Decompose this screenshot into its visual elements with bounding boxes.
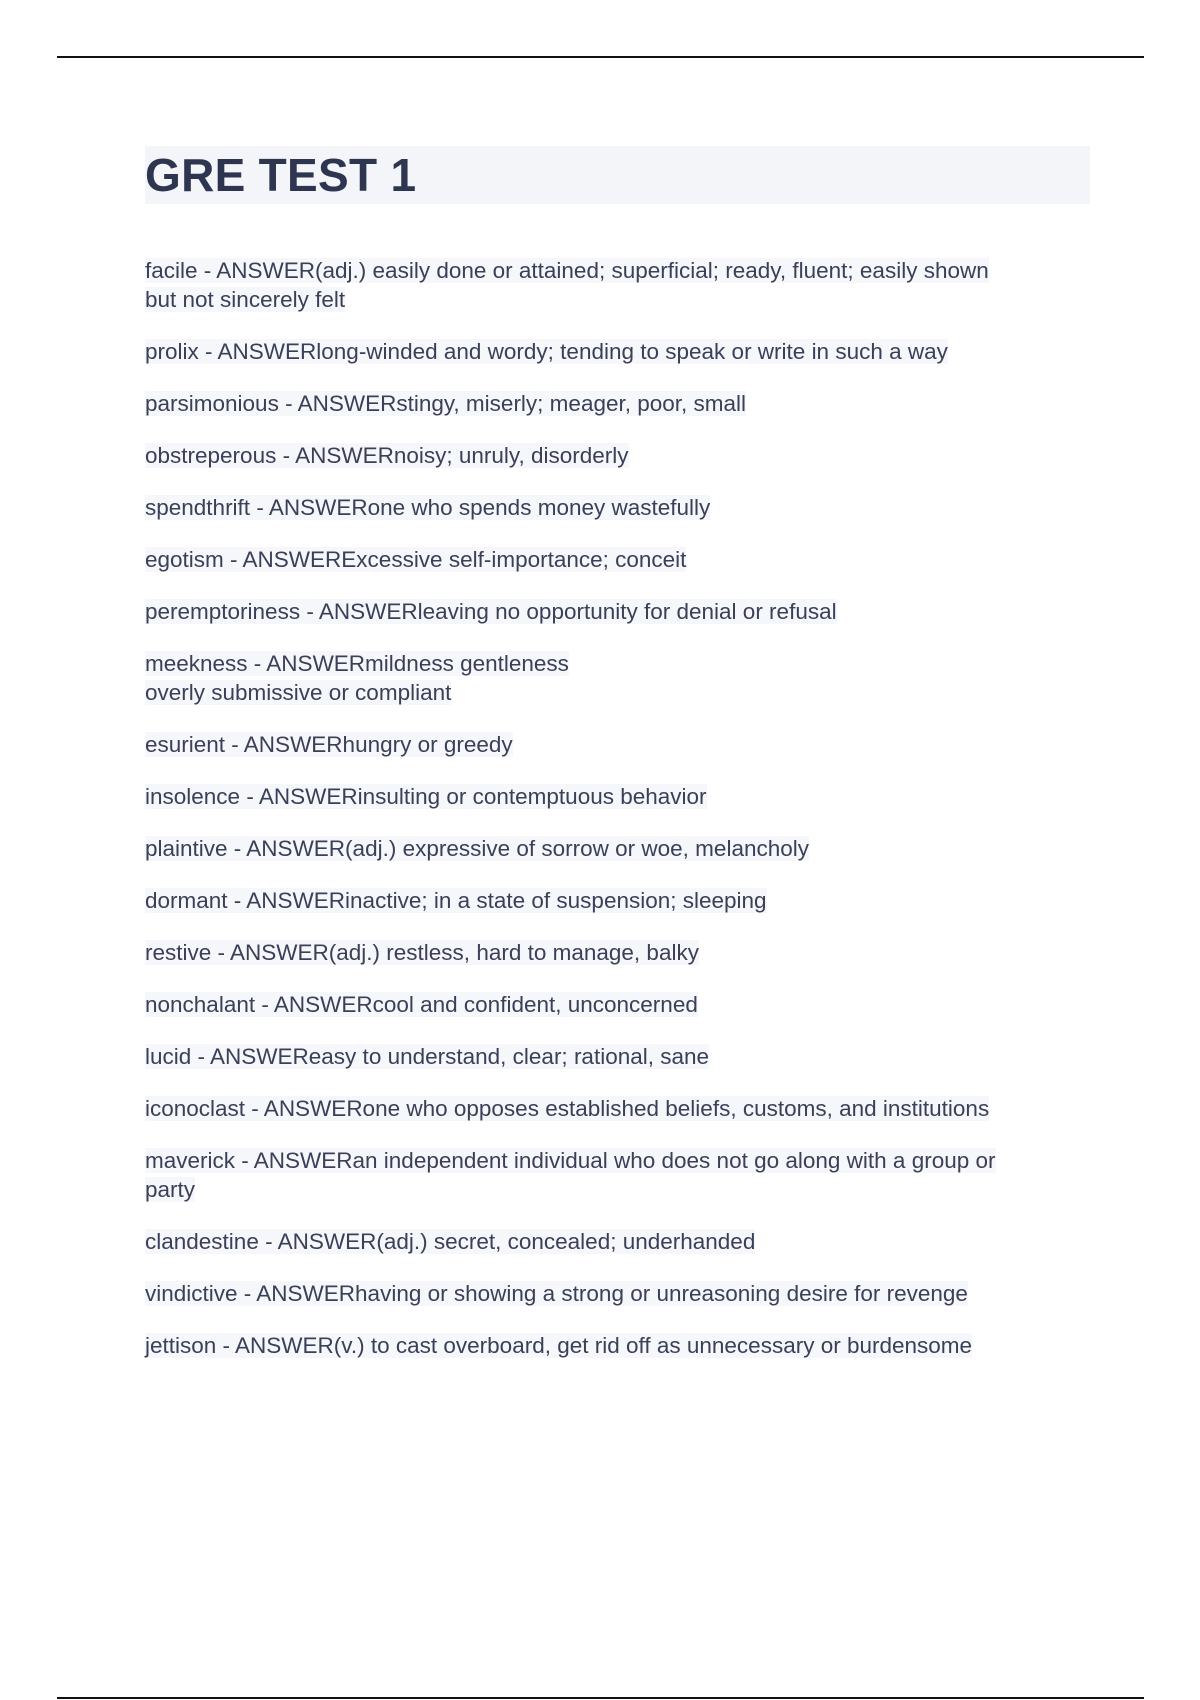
vocab-entry-prolix [145, 337, 1090, 366]
entry-text: prolix - ANSWERlong-winded and wordy; tending to speak or write in such a way [145, 339, 948, 364]
entry-text: jettison - ANSWER(v.) to cast overboard, get rid off as unnecessary or burdensome [145, 1333, 973, 1358]
bottom-divider [57, 1697, 1144, 1699]
vocab-entry-obstreperous [145, 441, 1090, 470]
vocab-entry-parsimonious [145, 389, 1090, 418]
entry-text: dormant - ANSWERinactive; in a state of suspension; sleeping [145, 888, 767, 913]
page-title: GRE TEST 1 [145, 149, 417, 201]
vocab-entry-lucid [145, 1042, 1090, 1071]
entry-text: esurient - ANSWERhungry or greedy [145, 732, 513, 757]
entry-text: obstreperous - ANSWERnoisy; unruly, disorderly [145, 443, 629, 468]
entry-text: peremptoriness - ANSWERleaving no opportunity for denial or refusal [145, 599, 837, 624]
entry-text: spendthrift - ANSWERone who spends money wastefully [145, 495, 711, 520]
vocab-entry-plaintive [145, 834, 1090, 863]
vocab-entry-esurient [145, 730, 1090, 759]
entry-text: facile - ANSWER(adj.) easily done or attained; superficial; ready, fluent; easily shown but not sincerely felt [145, 258, 989, 312]
entry-text: plaintive - ANSWER(adj.) expressive of sorrow or woe, melancholy [145, 836, 809, 861]
vocab-entry-clandestine [145, 1227, 1090, 1256]
vocab-entry-nonchalant [145, 990, 1090, 1019]
vocab-entry-iconoclast [145, 1094, 1090, 1123]
vocab-entry-meekness [145, 649, 1090, 707]
entry-text: nonchalant - ANSWERcool and confident, unconcerned [145, 992, 698, 1017]
entry-text: iconoclast - ANSWERone who opposes established beliefs, customs, and institutions [145, 1096, 990, 1121]
top-divider [57, 56, 1144, 58]
vocab-entry-insolence [145, 782, 1090, 811]
entry-text: restive - ANSWER(adj.) restless, hard to manage, balky [145, 940, 699, 965]
entry-text: lucid - ANSWEReasy to understand, clear; rational, sane [145, 1044, 710, 1069]
vocabulary-list [145, 256, 1090, 1383]
entry-text: parsimonious - ANSWERstingy, miserly; meager, poor, small [145, 391, 747, 416]
entry-text: clandestine - ANSWER(adj.) secret, concealed; underhanded [145, 1229, 756, 1254]
vocab-entry-peremptoriness [145, 597, 1090, 626]
vocab-entry-maverick [145, 1146, 1090, 1204]
entry-text: maverick - ANSWERan independent individual who does not go along with a group or party [145, 1148, 996, 1202]
vocab-entry-dormant [145, 886, 1090, 915]
entry-text: meekness - ANSWERmildness gentleness overly submissive or compliant [145, 651, 569, 705]
vocab-entry-spendthrift [145, 493, 1090, 522]
entry-text: egotism - ANSWERExcessive self-importance; conceit [145, 547, 687, 572]
vocab-entry-vindictive [145, 1279, 1090, 1308]
vocab-entry-facile [145, 256, 1090, 314]
vocab-entry-jettison [145, 1331, 1090, 1360]
vocab-entry-restive [145, 938, 1090, 967]
vocab-entry-egotism [145, 545, 1090, 574]
entry-text: vindictive - ANSWERhaving or showing a strong or unreasoning desire for revenge [145, 1281, 968, 1306]
entry-text: insolence - ANSWERinsulting or contemptuous behavior [145, 784, 707, 809]
